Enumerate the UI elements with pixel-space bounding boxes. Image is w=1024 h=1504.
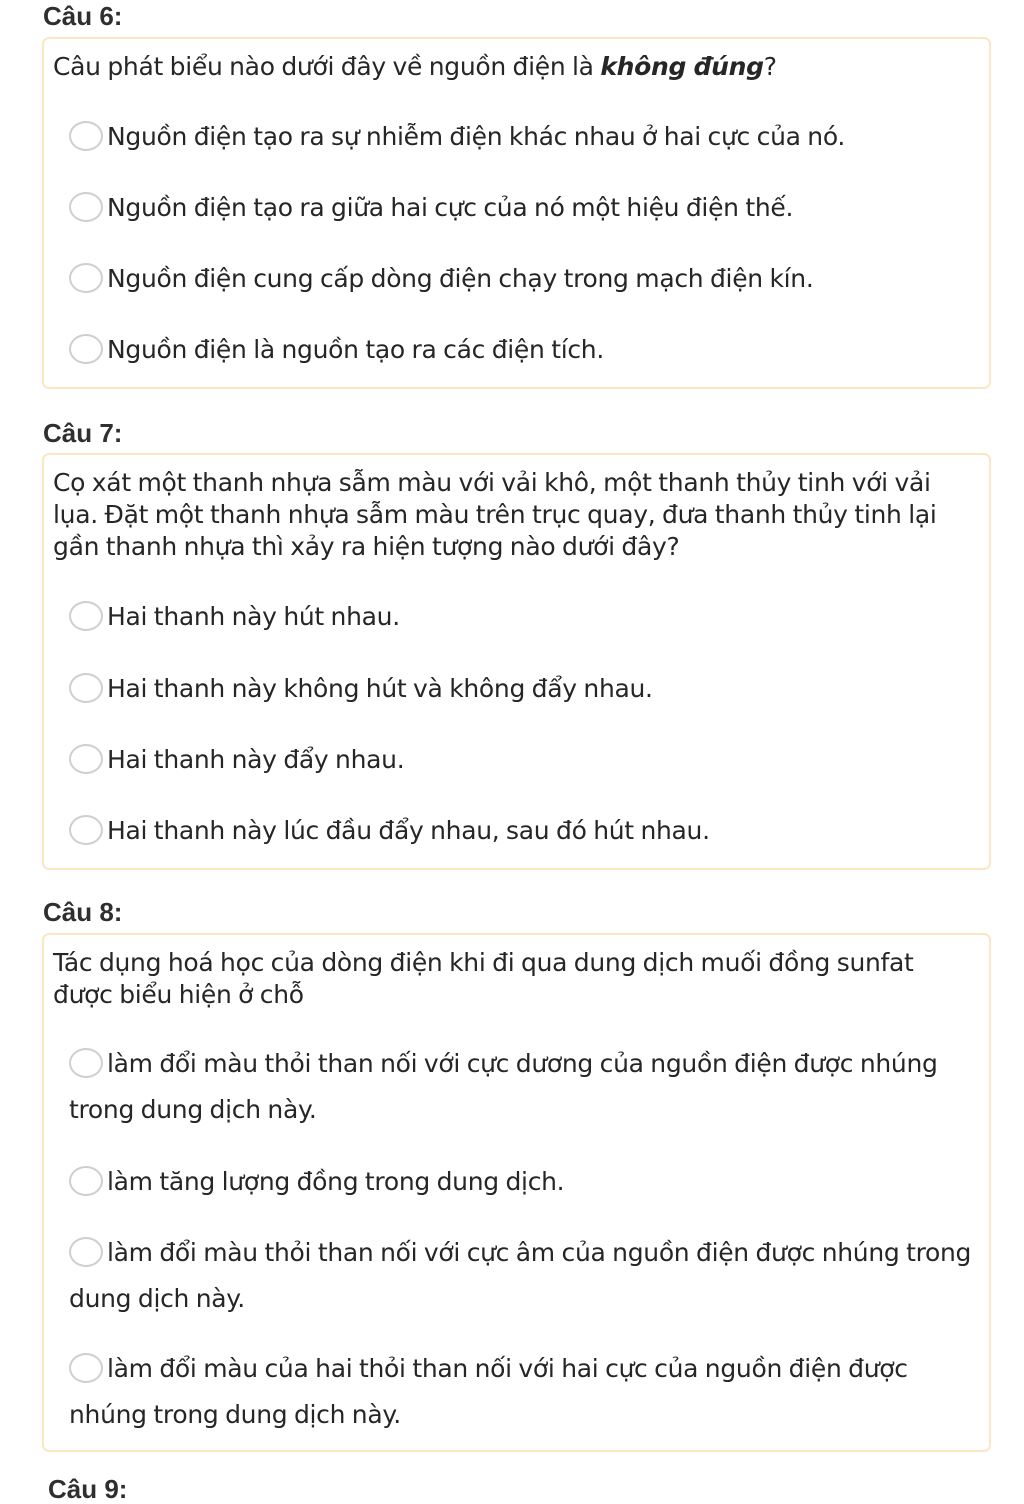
question-8-title: Câu 8: — [43, 897, 123, 927]
radio-button[interactable] — [69, 263, 103, 293]
question-8-option-d-label: làm đổi màu của hai thỏi than nối với hai cực của nguồn điện được nhúng trong dung dịch này. — [69, 1354, 908, 1429]
question-7-option-d[interactable] — [69, 808, 979, 854]
radio-button[interactable] — [69, 1237, 103, 1267]
radio-button[interactable] — [69, 1166, 103, 1196]
question-6-option-c[interactable] — [69, 256, 979, 302]
question-8-option-b-label: làm tăng lượng đồng trong dung dịch. — [107, 1167, 565, 1196]
question-7-title: Câu 7: — [43, 418, 123, 448]
question-8-option-a-label: làm đổi màu thỏi than nối với cực dương của nguồn điện được nhúng trong dung dịch này. — [69, 1049, 938, 1124]
question-6-option-c-label: Nguồn điện cung cấp dòng điện chạy trong mạch điện kín. — [107, 264, 814, 293]
question-6-box — [42, 37, 991, 389]
question-6-option-d-label: Nguồn điện là nguồn tạo ra các điện tích. — [107, 335, 604, 364]
question-7-option-d-label: Hai thanh này lúc đầu đẩy nhau, sau đó hút nhau. — [107, 816, 710, 845]
question-6-option-b-label: Nguồn điện tạo ra giữa hai cực của nó một hiệu điện thế. — [107, 193, 794, 222]
question-8-option-c-label: làm đổi màu thỏi than nối với cực âm của nguồn điện được nhúng trong dung dịch này. — [69, 1238, 972, 1313]
question-9-title-partial: Câu 9: — [48, 1474, 128, 1504]
question-8-prompt: Tác dụng hoá học của dòng điện khi đi qua dung dịch muối đồng sunfat được biểu hiện ở chỗ — [53, 948, 914, 1009]
question-7-option-a-label: Hai thanh này hút nhau. — [107, 602, 400, 631]
question-6-option-d[interactable] — [69, 327, 979, 373]
question-7-prompt: Cọ xát một thanh nhựa sẫm màu với vải khô, một thanh thủy tinh với vải lụa. Đặt một thanh nhựa sẫm màu trên trục quay, đưa thanh thủy tinh lại gần thanh nhựa thì xảy ra hiện tượng nào dưới đây? — [53, 468, 937, 561]
question-7-option-c[interactable] — [69, 737, 979, 783]
question-6-option-a-label: Nguồn điện tạo ra sự nhiễm điện khác nhau ở hai cực của nó. — [107, 122, 846, 151]
question-8-box — [42, 933, 991, 1452]
radio-button[interactable] — [69, 815, 103, 845]
question-6-prompt-emphasis: không đúng — [600, 52, 764, 81]
question-8-option-b[interactable] — [69, 1159, 979, 1205]
question-6-prompt: Câu phát biểu nào dưới đây về nguồn điện là không đúng? — [53, 52, 777, 81]
question-8-option-d[interactable] — [69, 1346, 979, 1438]
radio-button[interactable] — [69, 121, 103, 151]
radio-button[interactable] — [69, 192, 103, 222]
radio-button[interactable] — [69, 1353, 103, 1383]
radio-button[interactable] — [69, 673, 103, 703]
radio-button[interactable] — [69, 601, 103, 631]
question-7-option-b[interactable] — [69, 666, 979, 712]
radio-button[interactable] — [69, 744, 103, 774]
radio-button[interactable] — [69, 334, 103, 364]
radio-button[interactable] — [69, 1048, 103, 1078]
question-6-title: Câu 6: — [43, 1, 123, 31]
question-7-option-b-label: Hai thanh này không hút và không đẩy nhau. — [107, 674, 653, 703]
question-8-option-a[interactable] — [69, 1041, 979, 1133]
question-6-option-b[interactable] — [69, 185, 979, 231]
question-7-option-c-label: Hai thanh này đẩy nhau. — [107, 745, 405, 774]
question-6-option-a[interactable] — [69, 114, 979, 160]
question-7-box — [42, 453, 991, 870]
question-8-option-c[interactable] — [69, 1230, 979, 1322]
question-7-option-a[interactable] — [69, 594, 979, 640]
